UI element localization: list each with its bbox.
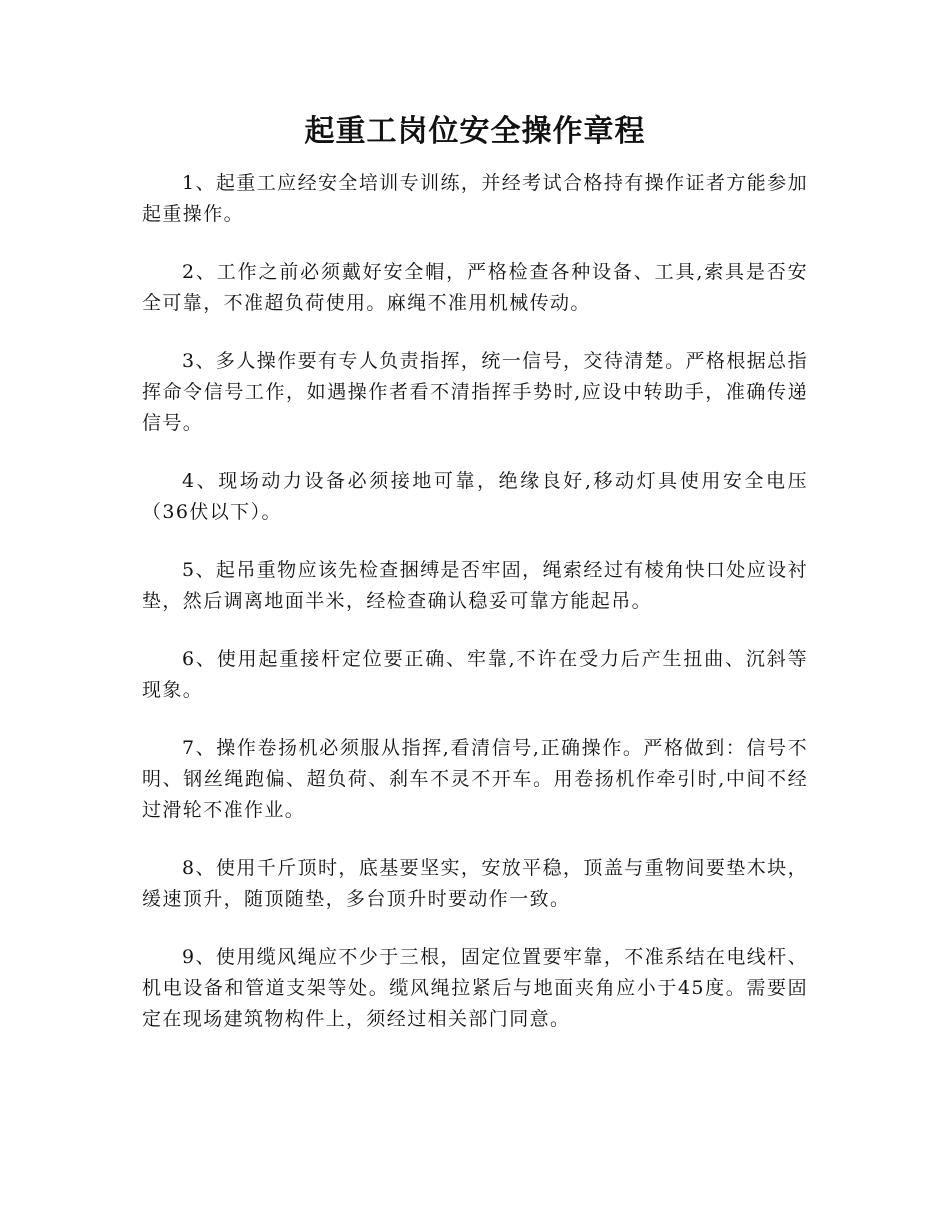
- document-body: [142, 168, 808, 1062]
- paragraph-4: 4、现场动力设备必须接地可靠，绝缘良好,移动灯具使用安全电压（36伏以下）。: [142, 470, 808, 523]
- paragraph-5: 5、起吊重物应该先检查捆缚是否牢固，绳索经过有棱角快口处应设衬垫，然后调离地面半米，经检查确认稳妥可靠方能起吊。: [142, 559, 808, 612]
- paragraph-6: 6、使用起重接杆定位要正确、牢靠,不许在受力后产生扭曲、沉斜等现象。: [142, 648, 808, 701]
- paragraph-3: 3、多人操作要有专人负责指挥，统一信号，交待清楚。严格根据总指挥命令信号工作，如遇操作者看不清指挥手势时,应设中转助手，准确传递信号。: [142, 350, 808, 434]
- paragraph-9: 9、使用缆风绳应不少于三根，固定位置要牢靠，不准系结在电线杆、机电设备和管道支架等处。缆风绳拉紧后与地面夹角应小于45度。需要固定在现场建筑物构件上，须经过相关部门同意。: [142, 946, 808, 1030]
- paragraph-8: 8、使用千斤顶时，底基要坚实，安放平稳，顶盖与重物间要垫木块，缓速顶升，随顶随垫，多台顶升时要动作一致。: [142, 857, 808, 910]
- paragraph-7: 7、操作卷扬机必须服从指挥,看清信号,正确操作。严格做到：信号不明、钢丝绳跑偏、超负荷、刹车不灵不开车。用卷扬机作牵引时,中间不经过滑轮不准作业。: [142, 737, 808, 821]
- paragraph-1: 1、起重工应经安全培训专训练，并经考试合格持有操作证者方能参加起重操作。: [142, 172, 808, 225]
- document-title: 起重工岗位安全操作章程: [304, 114, 646, 149]
- paragraph-2: 2、工作之前必须戴好安全帽，严格检查各种设备、工具,索具是否安全可靠，不准超负荷使用。麻绳不准用机械传动。: [142, 261, 808, 314]
